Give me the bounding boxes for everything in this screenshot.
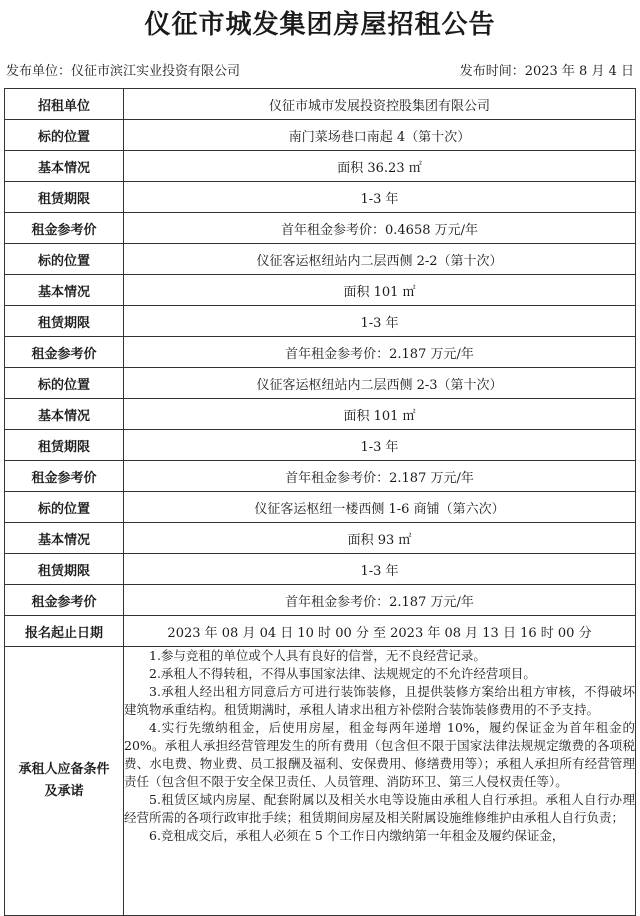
table-row xyxy=(5,554,636,585)
row-value: 面积 93 ㎡ xyxy=(124,523,636,554)
table-row xyxy=(5,461,636,492)
row-label: 租金参考价 xyxy=(5,461,124,492)
table-row xyxy=(5,337,636,368)
row-label: 标的位置 xyxy=(5,120,124,151)
row-label: 招租单位 xyxy=(5,89,124,120)
term-item: 2.承租人不得转租，不得从事国家法律、法规规定的不允许经营项目。 xyxy=(149,666,536,681)
row-label: 基本情况 xyxy=(5,399,124,430)
publish-time-label: 发布时间： xyxy=(459,64,525,79)
table-row xyxy=(5,492,636,523)
table-row xyxy=(5,275,636,306)
row-label: 基本情况 xyxy=(5,523,124,554)
table-row xyxy=(5,399,636,430)
term-item: 1.参与竞租的单位或个人具有良好的信誉，无不良经营记录。 xyxy=(149,648,486,663)
table-row xyxy=(5,89,636,120)
table-row xyxy=(5,306,636,337)
row-label: 租赁期限 xyxy=(5,554,124,585)
terms-label xyxy=(5,647,124,916)
row-value: 南门菜场巷口南起 4（第十次） xyxy=(124,120,636,151)
page-title: 仪征市城发集团房屋招租公告 xyxy=(144,10,496,40)
row-label: 基本情况 xyxy=(5,275,124,306)
row-label: 标的位置 xyxy=(5,368,124,399)
terms-row xyxy=(5,647,636,916)
table-row xyxy=(5,151,636,182)
row-label: 租金参考价 xyxy=(5,337,124,368)
publish-time-line xyxy=(460,60,634,79)
row-value: 1-3 年 xyxy=(124,306,636,337)
terms-label-line1: 承租人应备条件 xyxy=(18,762,110,777)
row-value: 面积 101 ㎡ xyxy=(124,275,636,306)
row-value: 首年租金参考价：2.187 万元/年 xyxy=(124,461,636,492)
term-item: 6.竞租成交后，承租人必须在 5 个工作日内缴纳第一年租金及履约保证金， xyxy=(149,828,565,843)
row-label: 标的位置 xyxy=(5,244,124,275)
row-label: 租赁期限 xyxy=(5,430,124,461)
table-row xyxy=(5,368,636,399)
table-row xyxy=(5,616,636,647)
table-row xyxy=(5,585,636,616)
row-value: 仪征客运枢纽一楼西侧 1-6 商铺（第六次） xyxy=(124,492,636,523)
row-value: 面积 36.23 ㎡ xyxy=(124,151,636,182)
row-label: 基本情况 xyxy=(5,151,124,182)
row-value: 1-3 年 xyxy=(124,554,636,585)
row-value: 1-3 年 xyxy=(124,430,636,461)
term-item: 4.实行先缴纳租金，后使用房屋，租金每两年递增 10%，履约保证金为首年租金的 20%。承租人承担经营管理发生的所有费用（包含但不限于国家法律法规规定缴费的各项税费、水电费、物业费、员工报酬及福利、安保费用、修缮费用等）；承租人承担所有经营管理责任（包含但不限于安全保卫责任、人员管理、消防环卫、第三人侵权责任等）。 xyxy=(124,720,635,789)
row-value: 首年租金参考价：2.187 万元/年 xyxy=(124,585,636,616)
row-label: 租赁期限 xyxy=(5,306,124,337)
terms-list xyxy=(124,647,635,915)
terms-label-line2: 及承诺 xyxy=(44,784,84,799)
row-value: 首年租金参考价：0.4658 万元/年 xyxy=(124,213,636,244)
table-row xyxy=(5,182,636,213)
row-label: 标的位置 xyxy=(5,492,124,523)
table-row xyxy=(5,430,636,461)
publisher-line xyxy=(6,60,240,79)
publisher-name: 仪征市滨江实业投资有限公司 xyxy=(71,64,241,79)
table-row xyxy=(5,213,636,244)
row-label: 租赁期限 xyxy=(5,182,124,213)
term-item: 5.租赁区域内房屋、配套附属以及相关水电等设施由承租人自行承担。承租人自行办理经营所需的各项行政审批手续；租赁期间房屋及相关附属设施维修维护由承租人自行负责； xyxy=(124,792,635,825)
row-value: 面积 101 ㎡ xyxy=(124,399,636,430)
terms-content xyxy=(124,647,636,916)
row-label: 报名起止日期 xyxy=(5,616,124,647)
row-value: 1-3 年 xyxy=(124,182,636,213)
row-value: 仪征客运枢纽站内二层西侧 2-2（第十次） xyxy=(124,244,636,275)
publisher-label: 发布单位： xyxy=(6,64,72,79)
table-row xyxy=(5,244,636,275)
publish-time-value: 2023 年 8 月 4 日 xyxy=(524,64,634,79)
term-item: 3.承租人经出租方同意后方可进行装饰装修，且提供装修方案给出租方审核，不得破坏建筑物承重结构。租赁期满时，承租人请求出租方补偿附合装饰装修费用的不予支持。 xyxy=(124,684,635,717)
row-value: 首年租金参考价：2.187 万元/年 xyxy=(124,337,636,368)
row-value: 仪征市城市发展投资控股集团有限公司 xyxy=(124,89,636,120)
row-value: 2023 年 08 月 04 日 10 时 00 分 至 2023 年 08 月 13 日 16 时 00 分 xyxy=(124,616,636,647)
row-value: 仪征客运枢纽站内二层西侧 2-3（第十次） xyxy=(124,368,636,399)
row-label: 租金参考价 xyxy=(5,213,124,244)
row-label: 租金参考价 xyxy=(5,585,124,616)
table-row xyxy=(5,523,636,554)
table-row xyxy=(5,120,636,151)
rental-table xyxy=(4,88,636,916)
